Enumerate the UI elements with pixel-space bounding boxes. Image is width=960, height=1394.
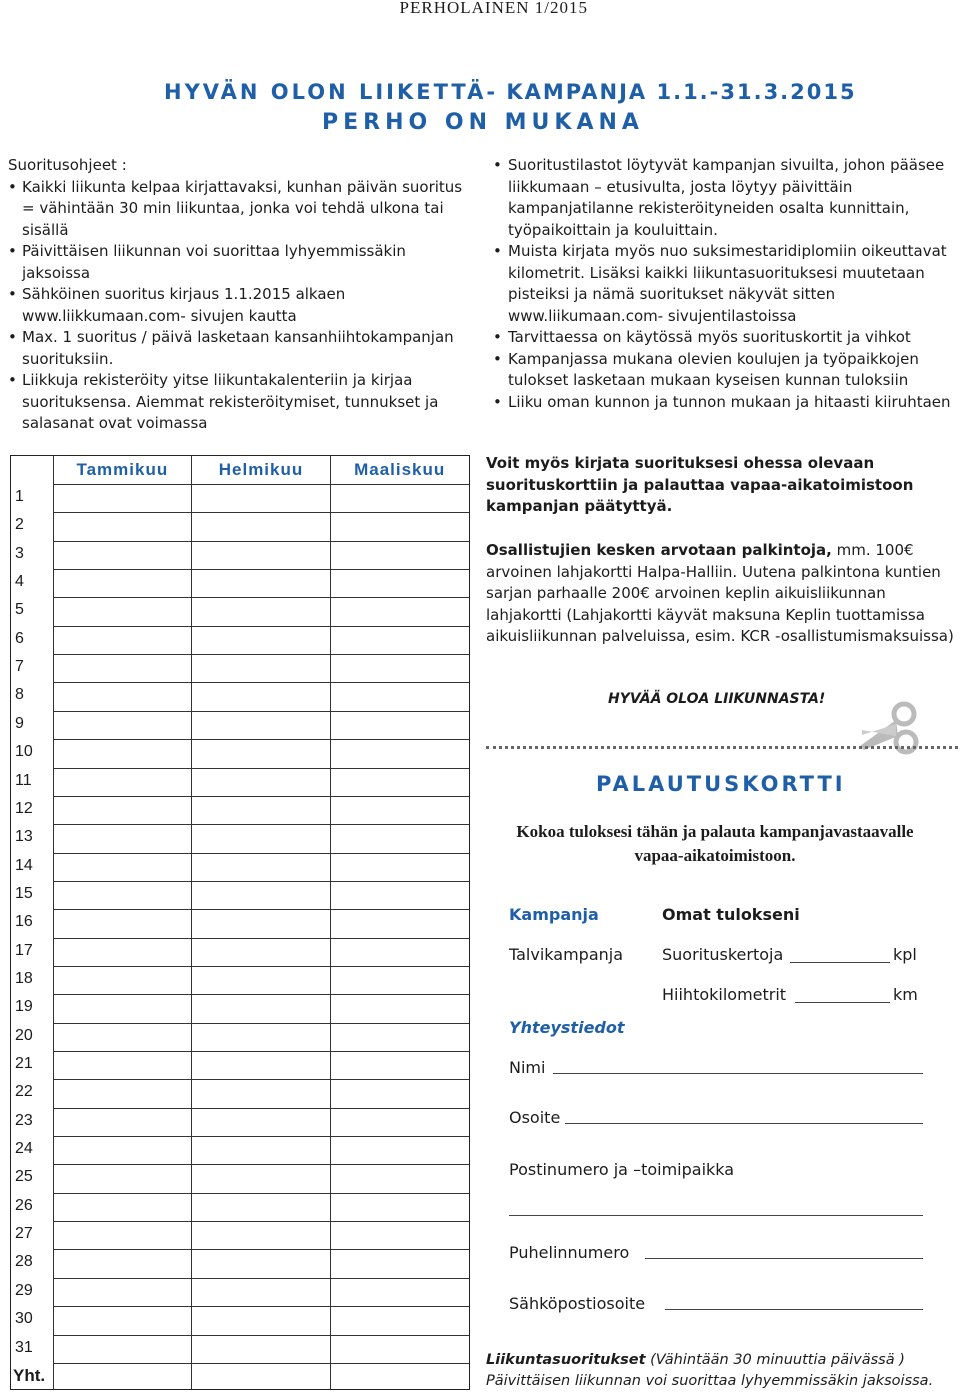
- name-input-line[interactable]: [553, 1073, 923, 1074]
- postal-input-line[interactable]: [509, 1215, 923, 1216]
- campaign-name: Talvikampanja: [509, 945, 624, 964]
- table-row-divider: [53, 682, 469, 683]
- instruction-item: • Liikkuja rekisteröity yitse liikuntakalenteriin ja kirjaa suorituksensa. Aiemmat rekisteröitymiset, tunnukset ja salasanat ovat voimassa: [8, 370, 470, 435]
- day-number: 17: [15, 941, 33, 959]
- day-number: 12: [15, 799, 33, 817]
- table-row-divider: [53, 824, 469, 825]
- email-label: Sähköpostiosoite: [509, 1294, 646, 1313]
- table-row-divider: [53, 881, 469, 882]
- day-number: 10: [15, 743, 33, 761]
- table-row-divider: [53, 711, 469, 712]
- day-number: 13: [15, 828, 33, 846]
- table-row-divider: [53, 768, 469, 769]
- info-p2-bold: Osallistujien kesken arvotaan palkintoja,: [486, 541, 832, 559]
- day-number: 15: [15, 884, 33, 902]
- field2-input-line[interactable]: [795, 1002, 890, 1003]
- instructions-heading: Suoritusohjeet :: [8, 156, 127, 174]
- table-row-divider: [53, 1079, 469, 1080]
- day-number: 3: [15, 544, 24, 562]
- table-row-divider: [53, 1051, 469, 1052]
- exercise-log-table: [10, 455, 470, 1390]
- contact-heading: Yhteystiedot: [509, 1018, 625, 1037]
- field2-unit: km: [893, 985, 918, 1004]
- total-label: Yht.: [13, 1366, 46, 1385]
- table-row-divider: [53, 1164, 469, 1165]
- day-number: 16: [15, 913, 33, 931]
- table-row-divider: [53, 1278, 469, 1279]
- day-number: 1: [15, 488, 24, 505]
- title-main: HYVÄN OLON LIIKETTÄ: [164, 80, 487, 104]
- table-row-divider: [53, 1108, 469, 1109]
- day-number: 5: [15, 601, 24, 619]
- address-input-line[interactable]: [565, 1123, 923, 1124]
- month-header: Helmikuu: [218, 460, 304, 479]
- day-number: 21: [15, 1055, 33, 1072]
- footnote-bold: Liikuntasuoritukset: [486, 1352, 646, 1368]
- field2-label: Hiihtokilometrit: [662, 985, 787, 1004]
- instruction-item: • Päivittäisen liikunnan voi suorittaa lyhyemmissäkin jaksoissa: [8, 241, 470, 284]
- results-label: Omat tulokseni: [662, 905, 800, 924]
- card-title: PALAUTUSKORTTI: [596, 772, 846, 796]
- instructions-right: [493, 155, 953, 413]
- instruction-item: • Tarvittaessa on käytössä myös suorituskortit ja vihkot: [493, 327, 953, 349]
- table-row-divider: [53, 1249, 469, 1250]
- day-number: 8: [15, 686, 24, 704]
- table-row-divider: [53, 853, 469, 854]
- footnote-line-1: [486, 1350, 958, 1371]
- day-number: 26: [15, 1196, 33, 1214]
- table-row-divider: [53, 739, 469, 740]
- day-number: 29: [15, 1281, 33, 1299]
- table-row-divider: [53, 796, 469, 797]
- table-row-divider: [53, 626, 469, 627]
- day-number: 30: [15, 1310, 33, 1328]
- table-row-divider: [53, 1335, 469, 1336]
- day-number: 23: [15, 1111, 33, 1129]
- table-row-divider: [53, 1136, 469, 1137]
- table-row-divider: [53, 1023, 469, 1024]
- day-number: 25: [15, 1168, 33, 1186]
- table-row-divider: [53, 541, 469, 542]
- footnote: [486, 1350, 958, 1392]
- table-row-divider: [53, 512, 469, 513]
- day-number: 31: [15, 1338, 33, 1356]
- day-number: 14: [15, 856, 33, 874]
- scissors-icon: [856, 700, 922, 760]
- campaign-subtitle: PERHO ON MUKANA: [322, 110, 644, 135]
- table-row-divider: [53, 569, 469, 570]
- campaign-label: Kampanja: [509, 905, 599, 924]
- day-number: 24: [15, 1140, 33, 1158]
- day-number: 27: [15, 1225, 33, 1243]
- phone-label: Puhelinnumero: [509, 1243, 630, 1262]
- info-paragraph-1: Voit myös kirjata suorituksesi ohessa olevaan suorituskorttiin ja palauttaa vapaa-aikatoimistoon kampanjan päätyttyä.: [486, 454, 914, 515]
- phone-input-line[interactable]: [645, 1258, 923, 1259]
- day-number: 9: [15, 714, 24, 732]
- day-number: 20: [15, 1026, 33, 1044]
- email-input-line[interactable]: [665, 1309, 923, 1310]
- table-row-divider: [53, 1363, 469, 1364]
- field1-input-line[interactable]: [790, 962, 890, 963]
- campaign-title: [164, 80, 857, 104]
- instructions-left: [8, 155, 470, 435]
- day-number: 22: [15, 1083, 33, 1101]
- day-number: 11: [15, 771, 32, 789]
- day-number: 18: [15, 969, 33, 987]
- info-p2-rest: mm. 100€ arvoinen lahjakortti Halpa-Halliin. Uutena palkintona kuntien sarjan parhaalle 200€ arvoinen keplin aikuisliikunnan lahjakortti (Lahjakortti käyvät maksuna Keplin tuottamissa aikuisliikunnan palveluissa, esim. KCR -osallistumismaksuissa): [486, 541, 954, 645]
- month-header: Tammikuu: [76, 460, 169, 479]
- table-row-divider: [53, 938, 469, 939]
- cheer-text: HYVÄÄ OLOA LIIKUNNASTA!: [608, 691, 826, 707]
- postal-label: Postinumero ja –toimipaikka: [509, 1160, 735, 1179]
- table-header-divider: [53, 484, 469, 485]
- instruction-item: • Suoritustilastot löytyvät kampanjan sivuilta, johon pääsee liikkumaan – etusivulta, josta löytyy päivittäin kampanjatilanne rekisteröityneiden osalta kunnittain, työpaikoittain ja kouluittain.: [493, 155, 953, 241]
- table-row-divider: [53, 909, 469, 910]
- table-header-row: [53, 456, 469, 484]
- day-number: 7: [15, 658, 24, 676]
- cut-line: [486, 746, 958, 749]
- instruction-item: • Max. 1 suoritus / päivä lasketaan kansanhiihtokampanjan suorituksiin.: [8, 327, 470, 370]
- table-row-divider: [53, 1306, 469, 1307]
- instruction-item: • Muista kirjata myös nuo suksimestaridiplomiin oikeuttavat kilometrit. Lisäksi kaikki liikuntasuorituksesi muutetaan pisteiksi ja nämä suoritukset näkyvät sitten www.liikumaan.com- sivujentilastoissa: [493, 241, 953, 327]
- field1-label: Suorituskertoja: [662, 945, 784, 964]
- footnote-line-2: Päivittäisen liikunnan voi suorittaa lyhyemmissäkin jaksoissa.: [486, 1373, 934, 1389]
- day-number: 4: [15, 573, 24, 591]
- day-number: 19: [15, 998, 33, 1016]
- card-subtitle: Kokoa tuloksesi tähän ja palauta kampanjavastaavalle vapaa-aikatoimistoon.: [516, 822, 914, 865]
- info-paragraph-2: [486, 540, 956, 648]
- name-label: Nimi: [509, 1058, 546, 1077]
- instruction-item: • Sähköinen suoritus kirjaus 1.1.2015 alkaen www.liikkumaan.com- sivujen kautta: [8, 284, 470, 327]
- page-header: PERHOLAINEN 1/2015: [399, 0, 588, 17]
- table-row-divider: [53, 654, 469, 655]
- month-header: Maaliskuu: [354, 460, 446, 479]
- title-campaign: - KAMPANJA 1.1.-31.3.2015: [486, 80, 857, 104]
- table-row-divider: [53, 1221, 469, 1222]
- day-number: 6: [15, 629, 24, 647]
- day-number: 2: [15, 516, 24, 534]
- field1-unit: kpl: [893, 945, 917, 964]
- instruction-item: • Kampanjassa mukana olevien koulujen ja työpaikkojen tulokset lasketaan mukaan kyseisen kunnan tuloksiin: [493, 349, 953, 392]
- instruction-item: • Liiku oman kunnon ja tunnon mukaan ja hitaasti kiiruhtaen: [493, 392, 953, 414]
- table-row-divider: [53, 1193, 469, 1194]
- table-row-divider: [53, 597, 469, 598]
- day-number: 28: [15, 1253, 33, 1271]
- address-label: Osoite: [509, 1108, 561, 1127]
- table-row-divider: [53, 966, 469, 967]
- table-row-divider: [53, 994, 469, 995]
- instruction-item: • Kaikki liikunta kelpaa kirjattavaksi, kunhan päivän suoritus = vähintään 30 min liikuntaa, jonka voi tehdä ulkona tai sisällä: [8, 177, 470, 242]
- footnote-rest: (Vähintään 30 minuuttia päivässä ): [645, 1352, 905, 1368]
